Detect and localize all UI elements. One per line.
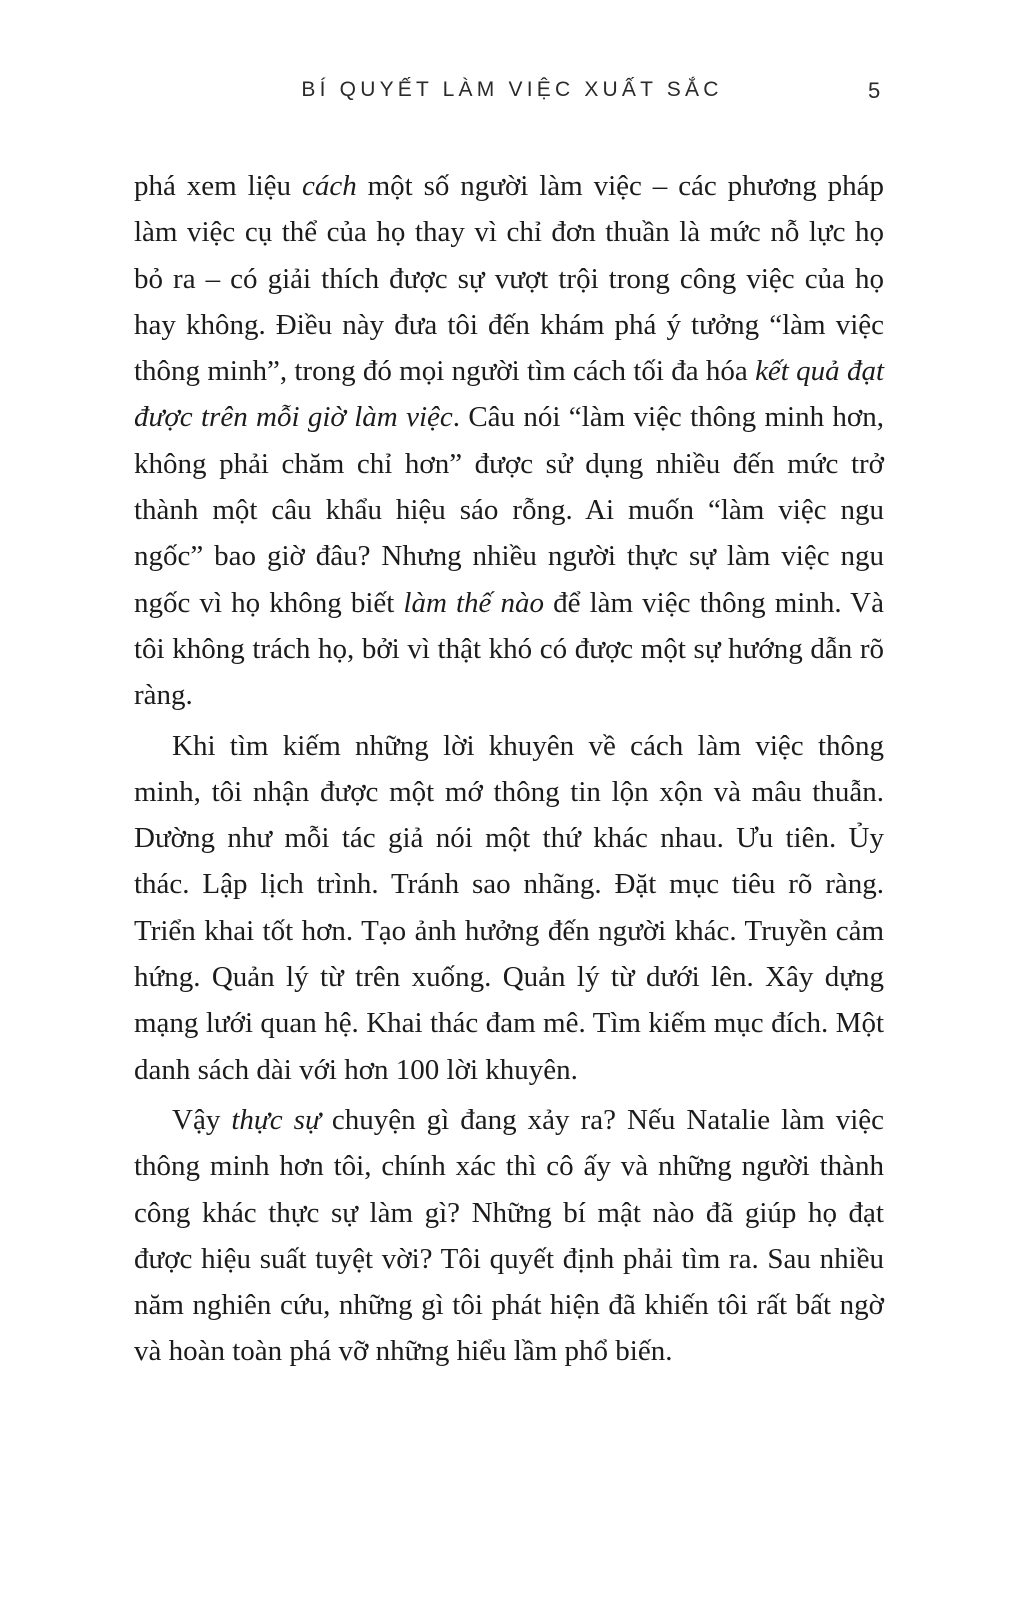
text-run: . Câu nói “làm việc thông minh hơn, không phải chăm chỉ hơn” được sử dụng nhiều đến mức trở thành một câu khẩu hiệu sáo rỗng. Ai muốn “làm việc ngu ngốc” bao giờ đâu? Nhưng nhiều người thực sự làm việc ngu ngốc vì họ không biết — [134, 401, 885, 619]
running-title: BÍ QUYẾT LÀM VIỆC XUẤT SẮC — [301, 78, 723, 101]
italic-run: cách — [301, 170, 357, 202]
text-run: chuyện gì đang xảy ra? Nếu Natalie làm việc thông minh hơn tôi, chính xác thì cô ấy và những người thành công khác thực sự làm gì? Những bí mật nào đã giúp họ đạt được hiệu suất tuyệt vời? Tôi quyết định phải tìm ra. Sau nhiều năm nghiên cứu, những gì tôi phát hiện đã khiến tôi rất bất ngờ và hoàn toàn phá vỡ những hiểu lầm phổ biến. — [134, 1103, 884, 1368]
page-number: 5 — [868, 78, 881, 103]
text-run: Vậy — [172, 1103, 232, 1136]
paragraph-2: Khi tìm kiếm những lời khuyên về cách làm việc thông minh, tôi nhận được một mớ thông tin lộn xộn và mâu thuẫn. Dường như mỗi tác giả nói một thứ khác nhau. Ưu tiên. Ủy thác. Lập lịch trình. Tránh sao nhãng. Đặt mục tiêu rõ ràng. Triển khai tốt hơn. Tạo ảnh hưởng đến người khác. Truyền cảm hứng. Quản lý từ trên xuống. Quản lý từ dưới lên. Xây dựng mạng lưới quan hệ. Khai thác đam mê. Tìm kiếm mục đích. Một danh sách dài với hơn 100 lời khuyên. — [134, 729, 884, 1086]
text-run: phá xem liệu — [134, 170, 302, 202]
paragraph-1 — [134, 163, 884, 719]
italic-run: kết quả đạt được trên mỗi giờ làm việc — [134, 355, 884, 434]
body-text — [134, 163, 884, 1375]
text-run: để làm việc thông minh. Và tôi không trách họ, bởi vì thật khó có được một sự hướng dẫn rõ ràng. — [134, 586, 884, 712]
italic-run: thực sự — [231, 1103, 321, 1136]
text-run: một số người làm việc – các phương pháp làm việc cụ thể của họ thay vì chỉ đơn thuần là mức nỗ lực họ bỏ ra – có giải thích được sự vượt trội trong công việc của họ hay không. Điều này đưa tôi đến khám phá ý tưởng “làm việc thông minh”, trong đó mọi người tìm cách tối đa hóa — [134, 170, 884, 388]
paragraph-3 — [134, 1097, 884, 1375]
running-header — [0, 78, 1024, 110]
italic-run: làm thế nào — [403, 586, 545, 619]
